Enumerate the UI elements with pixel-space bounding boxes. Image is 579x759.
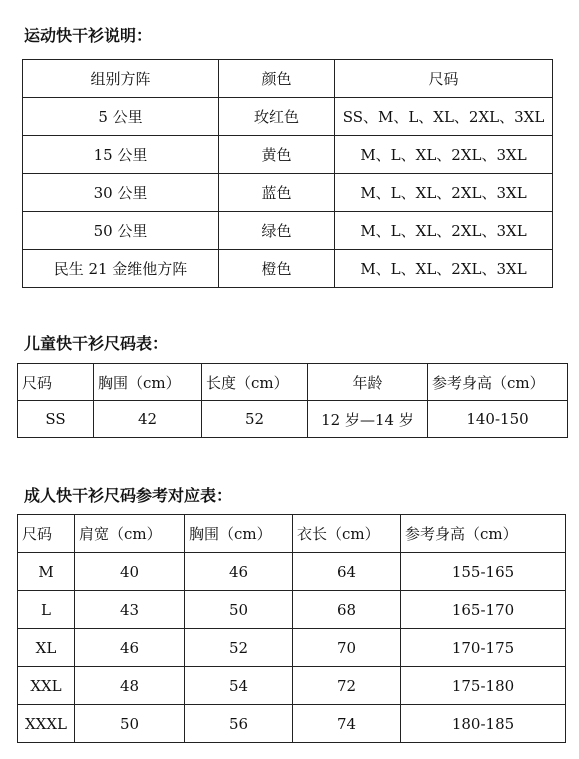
table-header-row [18, 515, 566, 553]
section-2-title: 儿童快干衫尺码表： [24, 334, 169, 353]
shoulder-cell: 46 [75, 629, 185, 667]
table-row [23, 212, 553, 250]
chest-cell: 42 [94, 401, 202, 438]
header-cell: 组别方阵 [23, 60, 219, 98]
section-1-title: 运动快干衫说明： [24, 26, 153, 45]
table-row [18, 401, 568, 438]
chest-cell: 46 [185, 553, 293, 591]
chest-cell: 50 [185, 591, 293, 629]
table-row [18, 553, 566, 591]
shoulder-cell: 40 [75, 553, 185, 591]
size-cell: M、L、XL、2XL、3XL [335, 212, 553, 250]
group-cell: 民生 21 金维他方阵 [23, 250, 219, 288]
height-cell: 140-150 [428, 401, 568, 438]
table-row [23, 136, 553, 174]
table-row [23, 98, 553, 136]
size-cell: XXXL [18, 705, 75, 743]
color-cell: 橙色 [219, 250, 335, 288]
table-row [23, 174, 553, 212]
height-cell: 155-165 [401, 553, 566, 591]
size-cell: M [18, 553, 75, 591]
size-cell: SS [18, 401, 94, 438]
length-cell: 52 [202, 401, 308, 438]
age-cell: 12 岁—14 岁 [308, 401, 428, 438]
table-row [23, 250, 553, 288]
adult-size-table [17, 514, 566, 743]
length-cell: 64 [293, 553, 401, 591]
color-cell: 玫红色 [219, 98, 335, 136]
chest-cell: 52 [185, 629, 293, 667]
length-cell: 70 [293, 629, 401, 667]
header-cell: 胸围（cm） [185, 515, 293, 553]
table-header-row [18, 364, 568, 401]
length-cell: 74 [293, 705, 401, 743]
header-cell: 颜色 [219, 60, 335, 98]
header-cell: 肩宽（cm） [75, 515, 185, 553]
chest-cell: 54 [185, 667, 293, 705]
table-row [18, 591, 566, 629]
group-cell: 50 公里 [23, 212, 219, 250]
shoulder-cell: 43 [75, 591, 185, 629]
size-cell: XXL [18, 667, 75, 705]
shoulder-cell: 48 [75, 667, 185, 705]
section-3-title: 成人快干衫尺码参考对应表： [24, 486, 233, 505]
header-cell: 长度（cm） [202, 364, 308, 401]
header-cell: 尺码 [18, 364, 94, 401]
table-header-row [23, 60, 553, 98]
size-cell: M、L、XL、2XL、3XL [335, 174, 553, 212]
shoulder-cell: 50 [75, 705, 185, 743]
header-cell: 尺码 [18, 515, 75, 553]
color-cell: 蓝色 [219, 174, 335, 212]
kids-size-table [17, 363, 568, 438]
color-cell: 黄色 [219, 136, 335, 174]
group-cell: 5 公里 [23, 98, 219, 136]
size-cell: SS、M、L、XL、2XL、3XL [335, 98, 553, 136]
table-row [18, 629, 566, 667]
height-cell: 180-185 [401, 705, 566, 743]
height-cell: 170-175 [401, 629, 566, 667]
size-cell: M、L、XL、2XL、3XL [335, 136, 553, 174]
size-cell: M、L、XL、2XL、3XL [335, 250, 553, 288]
header-cell: 参考身高（cm） [428, 364, 568, 401]
table-row [18, 667, 566, 705]
group-cell: 30 公里 [23, 174, 219, 212]
event-shirt-table [22, 59, 553, 288]
chest-cell: 56 [185, 705, 293, 743]
header-cell: 胸围（cm） [94, 364, 202, 401]
length-cell: 72 [293, 667, 401, 705]
table-row [18, 705, 566, 743]
group-cell: 15 公里 [23, 136, 219, 174]
height-cell: 165-170 [401, 591, 566, 629]
color-cell: 绿色 [219, 212, 335, 250]
height-cell: 175-180 [401, 667, 566, 705]
header-cell: 年龄 [308, 364, 428, 401]
header-cell: 尺码 [335, 60, 553, 98]
length-cell: 68 [293, 591, 401, 629]
header-cell: 衣长（cm） [293, 515, 401, 553]
size-cell: L [18, 591, 75, 629]
size-cell: XL [18, 629, 75, 667]
header-cell: 参考身高（cm） [401, 515, 566, 553]
